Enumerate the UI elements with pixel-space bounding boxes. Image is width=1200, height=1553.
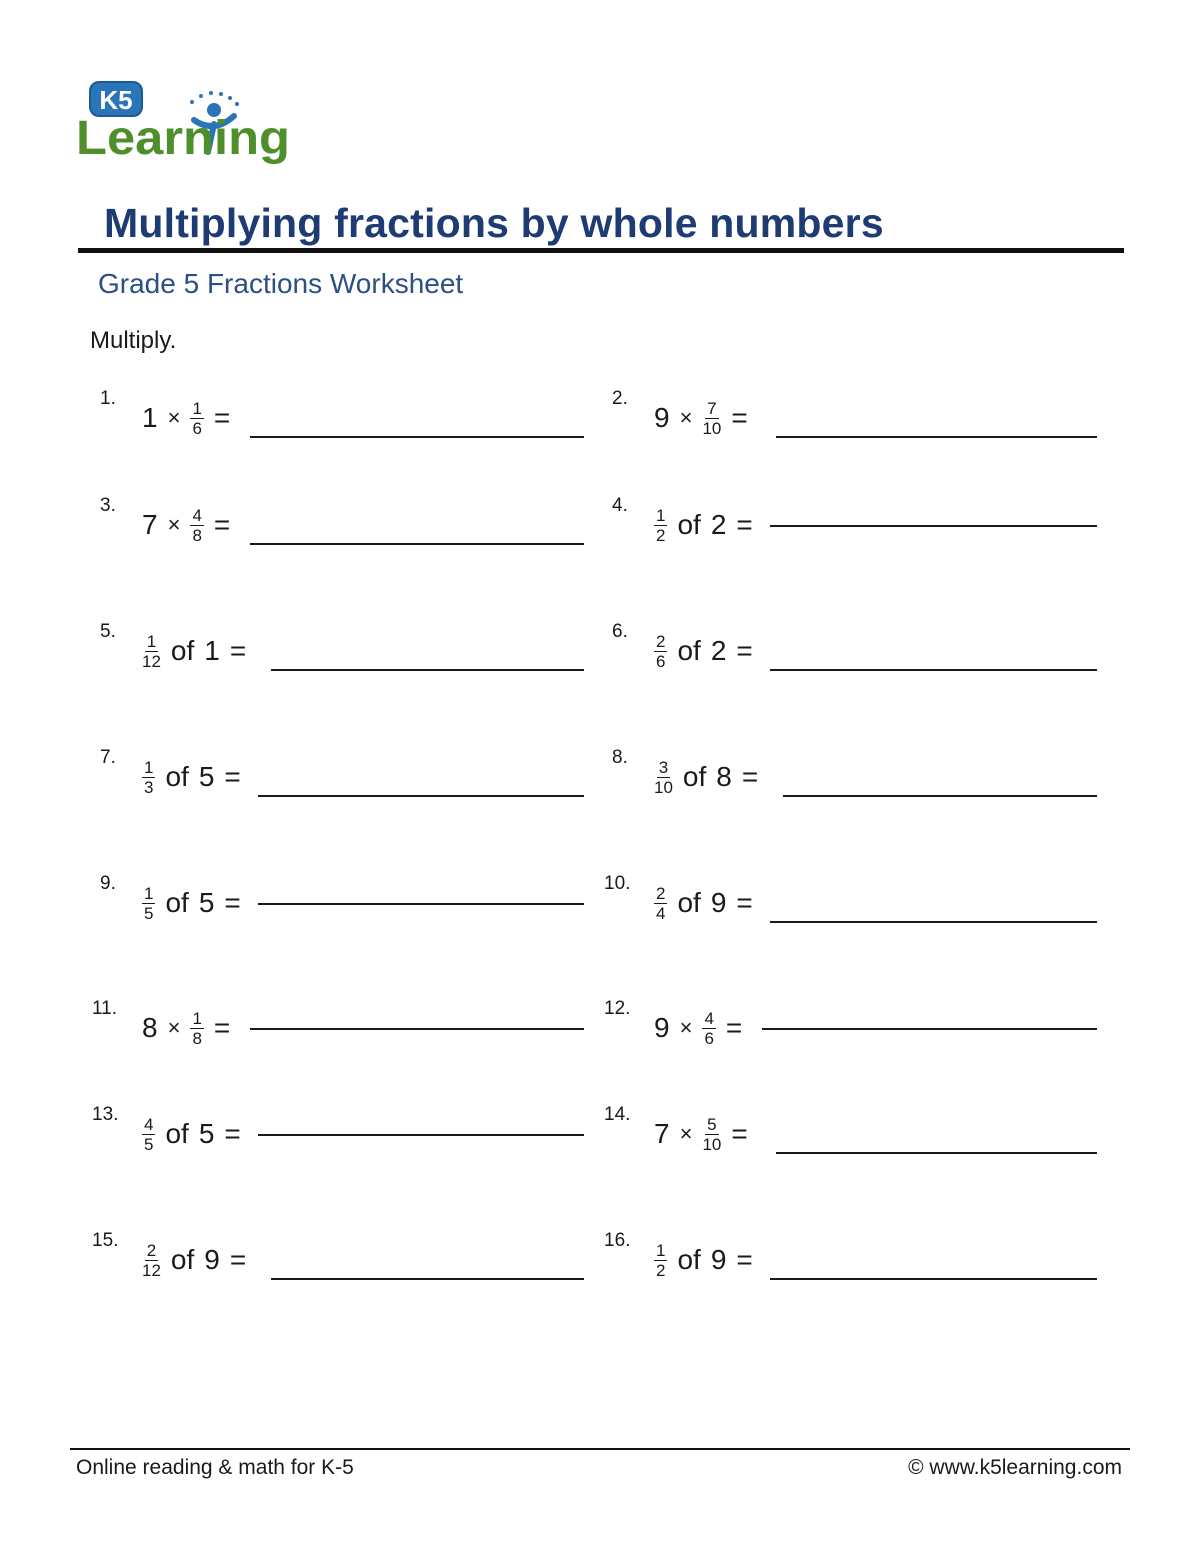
answer-line[interactable] xyxy=(770,669,1097,671)
answer-line[interactable] xyxy=(250,1028,584,1030)
of-word: of xyxy=(677,1244,701,1275)
answer-line[interactable] xyxy=(258,795,584,797)
fraction-denominator: 12 xyxy=(142,651,161,671)
whole-number: 7 xyxy=(142,509,158,540)
problem-expression xyxy=(654,500,753,550)
of-word: of xyxy=(165,1118,189,1149)
logo-badge-text: K5 xyxy=(99,85,133,115)
problem-2 xyxy=(612,388,1112,468)
instruction-text: Multiply. xyxy=(90,327,177,354)
equals-sign: = xyxy=(731,402,748,433)
whole-number: 2 xyxy=(710,635,727,666)
fraction-numerator: 1 xyxy=(146,631,157,651)
fraction-denominator: 10 xyxy=(654,777,673,797)
fraction-numerator: 5 xyxy=(707,1114,717,1134)
fraction-numerator: 1 xyxy=(656,505,666,525)
problem-number: 3. xyxy=(100,495,116,516)
times-sign: × xyxy=(167,405,181,430)
whole-number: 9 xyxy=(654,1012,670,1043)
of-word: of xyxy=(170,1244,195,1275)
problem-expression xyxy=(654,1235,753,1285)
fraction-denominator: 5 xyxy=(144,1134,154,1154)
answer-line[interactable] xyxy=(258,903,584,905)
equals-sign: = xyxy=(741,761,759,792)
fraction xyxy=(702,1116,721,1153)
fraction-denominator: 5 xyxy=(144,903,154,923)
problem-1 xyxy=(100,388,600,468)
problem-number: 13. xyxy=(92,1104,119,1125)
problem-5 xyxy=(100,621,600,701)
of-word: of xyxy=(165,887,189,918)
fraction-numerator: 1 xyxy=(656,1240,666,1260)
problem-expression xyxy=(142,626,246,676)
problem-number: 8. xyxy=(612,747,628,768)
problem-expression xyxy=(142,878,241,928)
times-sign: × xyxy=(167,512,181,537)
fraction xyxy=(654,1242,667,1279)
equals-sign: = xyxy=(224,1118,241,1149)
fraction xyxy=(190,400,203,437)
problem-16 xyxy=(604,1230,1104,1310)
fraction-numerator: 2 xyxy=(656,883,666,903)
fraction-numerator: 1 xyxy=(144,757,154,777)
equals-sign: = xyxy=(725,1012,743,1043)
problem-number: 1. xyxy=(100,388,116,409)
answer-line[interactable] xyxy=(770,921,1097,923)
footer-copyright: © www.k5learning.com xyxy=(908,1456,1122,1479)
answer-line[interactable] xyxy=(271,669,584,671)
equals-sign: = xyxy=(213,1012,231,1043)
of-word: of xyxy=(677,635,701,666)
footer-divider xyxy=(70,1448,1130,1450)
of-word: of xyxy=(677,509,701,540)
fraction-numerator: 1 xyxy=(192,398,202,418)
times-sign: × xyxy=(167,1015,181,1040)
whole-number: 2 xyxy=(710,509,727,540)
fraction xyxy=(190,507,203,544)
fraction-denominator: 8 xyxy=(192,525,202,545)
problem-10 xyxy=(604,873,1104,953)
fraction xyxy=(654,633,667,670)
fraction-numerator: 2 xyxy=(146,1240,157,1260)
problem-expression xyxy=(654,1003,742,1053)
fraction-denominator: 10 xyxy=(702,1134,722,1154)
problem-expression xyxy=(142,752,241,802)
problem-expression xyxy=(654,1109,748,1159)
fraction-numerator: 3 xyxy=(658,757,669,777)
fraction-denominator: 2 xyxy=(656,1260,666,1280)
fraction-numerator: 4 xyxy=(704,1008,714,1028)
fraction-numerator: 1 xyxy=(192,1008,202,1028)
problem-15 xyxy=(92,1230,592,1310)
fraction-denominator: 4 xyxy=(656,903,666,923)
equals-sign: = xyxy=(224,761,241,792)
answer-line[interactable] xyxy=(258,1134,584,1136)
problem-expression xyxy=(142,1003,230,1053)
problem-number: 4. xyxy=(612,495,628,516)
fraction xyxy=(142,885,155,922)
fraction xyxy=(142,759,155,796)
problem-6 xyxy=(612,621,1112,701)
problem-number: 7. xyxy=(100,747,116,768)
k5-learning-logo xyxy=(74,76,294,172)
problem-3 xyxy=(100,495,600,575)
fraction-numerator: 4 xyxy=(192,505,202,525)
fraction-denominator: 6 xyxy=(704,1028,714,1048)
problem-expression xyxy=(142,1109,241,1159)
fraction xyxy=(142,633,161,670)
footer-tagline: Online reading & math for K-5 xyxy=(76,1456,354,1479)
problem-number: 12. xyxy=(604,998,631,1019)
whole-number: 5 xyxy=(198,761,215,792)
fraction-denominator: 10 xyxy=(702,418,722,438)
fraction-denominator: 2 xyxy=(656,525,666,545)
whole-number: 8 xyxy=(716,761,732,792)
title-divider xyxy=(78,248,1124,253)
answer-line[interactable] xyxy=(271,1278,584,1280)
answer-line[interactable] xyxy=(250,543,584,545)
problem-13 xyxy=(92,1104,592,1184)
whole-number: 8 xyxy=(142,1012,158,1043)
times-sign: × xyxy=(679,1121,693,1146)
problem-number: 15. xyxy=(92,1230,119,1251)
fraction-numerator: 1 xyxy=(144,883,154,903)
fraction xyxy=(190,1010,203,1047)
problem-number: 11. xyxy=(92,998,118,1019)
problem-number: 14. xyxy=(604,1104,631,1125)
fraction xyxy=(142,1242,161,1279)
fraction xyxy=(702,1010,715,1047)
answer-line[interactable] xyxy=(783,795,1097,797)
equals-sign: = xyxy=(213,402,231,433)
equals-sign: = xyxy=(736,1244,753,1275)
fraction xyxy=(654,759,673,796)
problem-8 xyxy=(612,747,1112,827)
fraction-numerator: 2 xyxy=(656,631,666,651)
answer-line[interactable] xyxy=(776,436,1097,438)
of-word: of xyxy=(682,761,707,792)
equals-sign: = xyxy=(736,887,753,918)
equals-sign: = xyxy=(736,635,753,666)
answer-line[interactable] xyxy=(770,1278,1097,1280)
problem-7 xyxy=(100,747,600,827)
equals-sign: = xyxy=(224,887,241,918)
times-sign: × xyxy=(679,1015,693,1040)
whole-number: 5 xyxy=(198,887,215,918)
problem-expression xyxy=(654,393,748,443)
fraction-denominator: 12 xyxy=(142,1260,161,1280)
fraction-numerator: 4 xyxy=(144,1114,154,1134)
problem-expression xyxy=(142,1235,246,1285)
problem-number: 6. xyxy=(612,621,628,642)
problem-9 xyxy=(100,873,600,953)
problem-number: 5. xyxy=(100,621,116,642)
of-word: of xyxy=(677,887,701,918)
fraction-numerator: 7 xyxy=(707,398,717,418)
answer-line[interactable] xyxy=(762,1028,1097,1030)
problem-expression xyxy=(654,878,753,928)
fraction xyxy=(654,885,667,922)
whole-number: 9 xyxy=(710,1244,727,1275)
of-word: of xyxy=(170,635,195,666)
whole-number: 5 xyxy=(198,1118,215,1149)
problem-number: 10. xyxy=(604,873,631,894)
problem-expression xyxy=(654,626,753,676)
problem-4 xyxy=(612,495,1112,575)
fraction-denominator: 6 xyxy=(656,651,666,671)
problem-number: 2. xyxy=(612,388,628,409)
logo-wordmark: Learning xyxy=(76,112,290,165)
problem-expression xyxy=(142,393,230,443)
fraction xyxy=(702,400,721,437)
fraction xyxy=(142,1116,155,1153)
whole-number: 9 xyxy=(204,1244,220,1275)
problem-number: 9. xyxy=(100,873,116,894)
equals-sign: = xyxy=(731,1118,748,1149)
equals-sign: = xyxy=(213,509,231,540)
of-word: of xyxy=(165,761,189,792)
page-title: Multiplying fractions by whole numbers xyxy=(104,200,884,246)
page-subtitle: Grade 5 Fractions Worksheet xyxy=(98,268,464,299)
equals-sign: = xyxy=(229,635,247,666)
fraction-denominator: 6 xyxy=(192,418,202,438)
whole-number: 1 xyxy=(142,402,158,433)
problem-expression xyxy=(142,500,230,550)
equals-sign: = xyxy=(229,1244,247,1275)
fraction xyxy=(654,507,667,544)
answer-line[interactable] xyxy=(776,1152,1097,1154)
answer-line[interactable] xyxy=(770,525,1097,527)
problem-12 xyxy=(604,998,1104,1078)
answer-line[interactable] xyxy=(250,436,584,438)
fraction-denominator: 8 xyxy=(192,1028,202,1048)
problem-14 xyxy=(604,1104,1104,1184)
problem-number: 16. xyxy=(604,1230,631,1251)
equals-sign: = xyxy=(736,509,753,540)
problem-expression xyxy=(654,752,758,802)
whole-number: 7 xyxy=(654,1118,670,1149)
times-sign: × xyxy=(679,405,693,430)
fraction-denominator: 3 xyxy=(144,777,154,797)
whole-number: 1 xyxy=(204,635,220,666)
problem-11 xyxy=(92,998,592,1078)
whole-number: 9 xyxy=(710,887,727,918)
whole-number: 9 xyxy=(654,402,670,433)
